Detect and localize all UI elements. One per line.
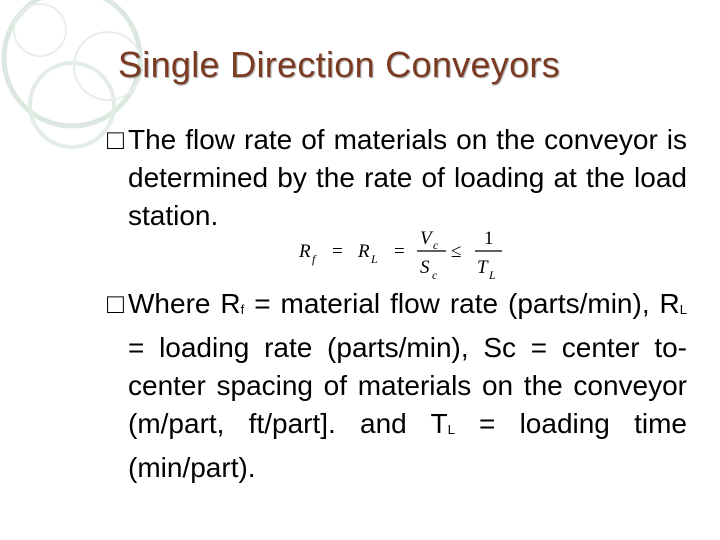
formula-tl-subscript: L (489, 268, 496, 282)
bullet-text (128, 285, 687, 487)
formula-rl-symbol: R (358, 241, 370, 262)
formula-leq: ≤ (451, 241, 462, 262)
flow-rate-formula (296, 226, 516, 284)
formula-rf-symbol: R (299, 241, 311, 262)
rf-subscript: f (240, 302, 245, 317)
formula-sc-symbol: S (420, 257, 430, 278)
tl-subscript: L (447, 422, 455, 437)
bullet-point-definitions (107, 285, 687, 487)
formula-tl-symbol: T (477, 257, 488, 278)
definition-part-3: = loading rate (parts/min), Sc = center to-center spacing of materials on the conveyor (m/part, ft/part]. and T (128, 332, 687, 439)
definition-part-4: = loading time (min/part). (128, 408, 687, 483)
definition-part-2: = material flow rate (parts/min), R (244, 288, 680, 319)
formula-vc-subscript: c (433, 238, 439, 252)
bullet-square-icon: □ (107, 288, 124, 319)
slide-title: Single Direction Conveyors (118, 44, 560, 85)
rl-subscript: L (679, 302, 688, 317)
formula-vc-symbol: V (420, 228, 432, 249)
formula-sc-subscript: c (432, 268, 438, 282)
formula-equals-2: = (394, 241, 405, 262)
bullet-text: The flow rate of materials on the conveyor is determined by the rate of loading at the load station. (128, 124, 687, 231)
bullet-square-icon: □ (107, 124, 124, 155)
formula-equals-1: = (332, 241, 343, 262)
definition-part-1: Where R (128, 288, 241, 319)
formula-rf-subscript: f (312, 252, 316, 266)
formula-one: 1 (484, 228, 494, 249)
formula-rl-subscript: L (371, 252, 378, 266)
bullet-point-flow-rate (107, 121, 687, 235)
